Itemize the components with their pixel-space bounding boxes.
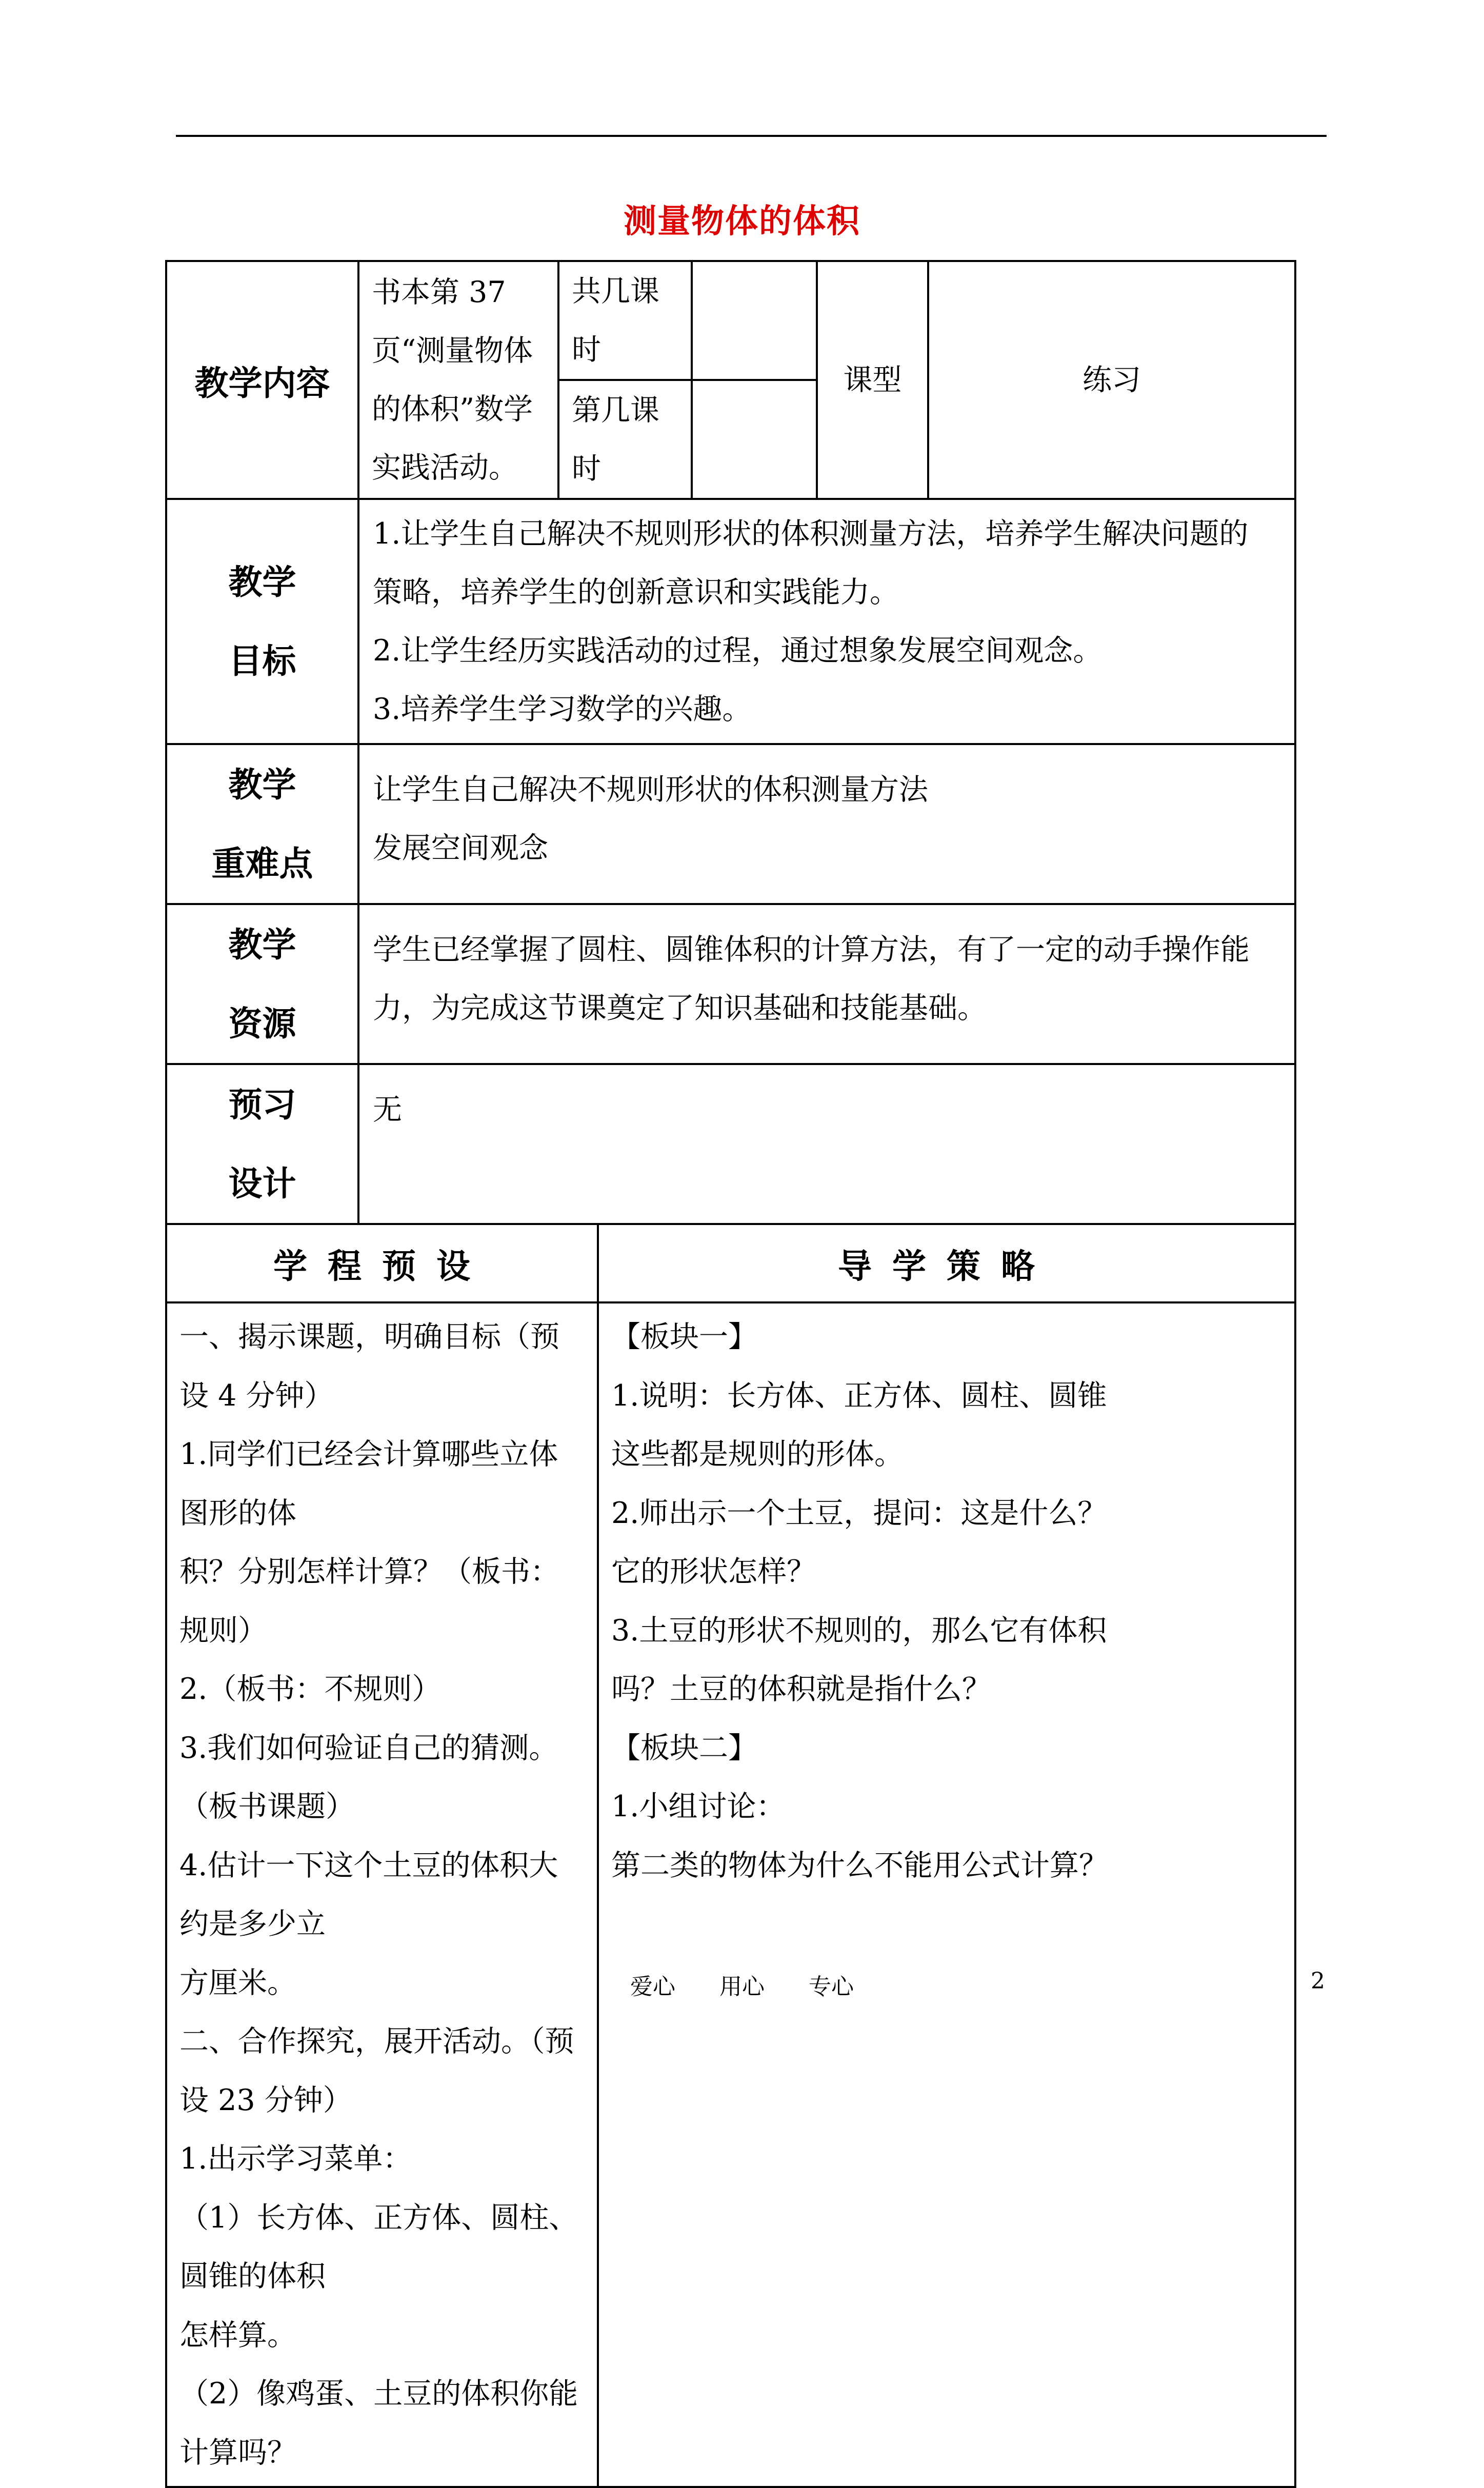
process-line: 一、揭示课题，明确目标（预设 4 分钟） bbox=[179, 1320, 559, 1413]
strategy-column-heading: 导学策略 bbox=[598, 1224, 1295, 1302]
lesson-type-label: 课型 bbox=[817, 261, 928, 499]
key-points-label-line: 重难点 bbox=[211, 844, 313, 884]
process-line: 3.我们如何验证自己的猜测。（板书课题） bbox=[179, 1731, 558, 1823]
resources-label-line: 资源 bbox=[228, 1004, 296, 1044]
footer-motto-love: 爱心 bbox=[630, 1974, 675, 2000]
process-line: 2.（板书：不规则） bbox=[179, 1672, 442, 1706]
objective-line: 1.让学生自己解决不规则形状的体积测量方法，培养学生解决问题的 bbox=[373, 517, 1249, 551]
process-line: 4.估计一下这个土豆的体积大约是多少立 bbox=[179, 1848, 558, 1941]
lesson-number-value bbox=[692, 380, 817, 499]
strategy-line: 2.师出示一个土豆，提问：这是什么？ bbox=[611, 1496, 1107, 1530]
key-points-row bbox=[166, 744, 1295, 904]
total-lessons-label: 共几课时 bbox=[558, 261, 692, 380]
teaching-content-line: 的体积”数学实践活动。 bbox=[372, 392, 533, 485]
resources-row bbox=[166, 904, 1295, 1064]
strategy-line: 【板块一】 bbox=[611, 1320, 758, 1354]
process-line: 积？分别怎样计算？（板书：规则） bbox=[179, 1555, 559, 1648]
strategy-line: 1.小组讨论： bbox=[611, 1790, 786, 1823]
page-title: 测量物体的体积 bbox=[624, 202, 860, 240]
objective-line: 策略，培养学生的创新意识和实践能力。 bbox=[373, 575, 899, 609]
lesson-type-value: 练习 bbox=[928, 261, 1295, 499]
preview-content: 无 bbox=[358, 1064, 1295, 1224]
resource-line: 学生已经掌握了圆柱、圆锥体积的计算方法，有了一定的动手操作能 bbox=[373, 933, 1250, 967]
strategy-line: 3.土豆的形状不规则的，那么它有体积 bbox=[611, 1613, 1107, 1648]
process-line: （2）像鸡蛋、土豆的体积你能计算吗？ bbox=[179, 2377, 578, 2470]
teaching-content-row bbox=[166, 261, 1295, 380]
teaching-content-line: 书本第 37 页“测量物体 bbox=[372, 275, 533, 368]
footer-motto-attention: 用心 bbox=[719, 1974, 765, 2000]
strategy-line: 1.说明：长方体、正方体、圆柱、圆锥 bbox=[611, 1378, 1107, 1413]
process-line: 方厘米。 bbox=[179, 1965, 296, 2000]
strategy-line: 【板块二】 bbox=[611, 1731, 758, 1765]
objective-line: 3.培养学生学习数学的兴趣。 bbox=[373, 692, 752, 726]
plan-body-row bbox=[166, 1302, 1295, 2487]
teaching-content-cell bbox=[358, 261, 558, 499]
lesson-number-label: 第几课时 bbox=[558, 380, 692, 499]
key-points-content bbox=[358, 744, 1295, 904]
preview-label-line: 设计 bbox=[228, 1163, 296, 1203]
objectives-content bbox=[358, 499, 1295, 744]
resource-line: 力，为完成这节课奠定了知识基础和技能基础。 bbox=[373, 991, 987, 1025]
objective-line: 2.让学生经历实践活动的过程，通过想象发展空间观念。 bbox=[373, 634, 1102, 668]
objectives-label bbox=[166, 499, 358, 744]
header-rule bbox=[176, 135, 1327, 137]
resources-label-line: 教学 bbox=[228, 925, 296, 965]
preview-row bbox=[166, 1064, 1295, 1224]
teaching-content-label: 教学内容 bbox=[166, 261, 358, 499]
resources-content bbox=[358, 904, 1295, 1064]
strategy-line: 它的形状怎样？ bbox=[611, 1555, 816, 1589]
preview-label-line: 预习 bbox=[228, 1085, 296, 1125]
process-line: 二、合作探究，展开活动。（预设 23 分钟） bbox=[179, 2024, 574, 2117]
key-points-label-line: 教学 bbox=[228, 765, 296, 805]
key-point-line: 让学生自己解决不规则形状的体积测量方法 bbox=[373, 773, 928, 807]
process-column bbox=[166, 1302, 598, 2487]
process-line: 1.同学们已经会计算哪些立体图形的体 bbox=[179, 1437, 558, 1530]
objectives-row bbox=[166, 499, 1295, 744]
strategy-line: 第二类的物体为什么不能用公式计算？ bbox=[611, 1848, 1109, 1882]
key-points-label bbox=[166, 744, 358, 904]
objectives-label-line: 教学 bbox=[228, 562, 296, 602]
objectives-label-line: 目标 bbox=[228, 641, 296, 681]
process-line: （1）长方体、正方体、圆柱、圆锥的体积 bbox=[179, 2200, 578, 2293]
page-number: 2 bbox=[1311, 1968, 1325, 1994]
process-line: 1.出示学习菜单： bbox=[179, 2142, 412, 2176]
process-line: 怎样算。 bbox=[179, 2318, 296, 2352]
resources-label bbox=[166, 904, 358, 1064]
column-heading-row bbox=[166, 1224, 1295, 1302]
footer-motto-focus: 专心 bbox=[809, 1974, 854, 2000]
process-column-heading: 学程预设 bbox=[166, 1224, 598, 1302]
strategy-column bbox=[598, 1302, 1295, 2487]
lesson-plan-table bbox=[165, 260, 1296, 2488]
strategy-line: 这些都是规则的形体。 bbox=[611, 1437, 904, 1471]
footer-motto bbox=[0, 1968, 1484, 2001]
preview-label bbox=[166, 1064, 358, 1224]
total-lessons-value bbox=[692, 261, 817, 380]
strategy-line: 吗？土豆的体积就是指什么？ bbox=[611, 1672, 992, 1706]
key-point-line: 发展空间观念 bbox=[373, 831, 548, 865]
